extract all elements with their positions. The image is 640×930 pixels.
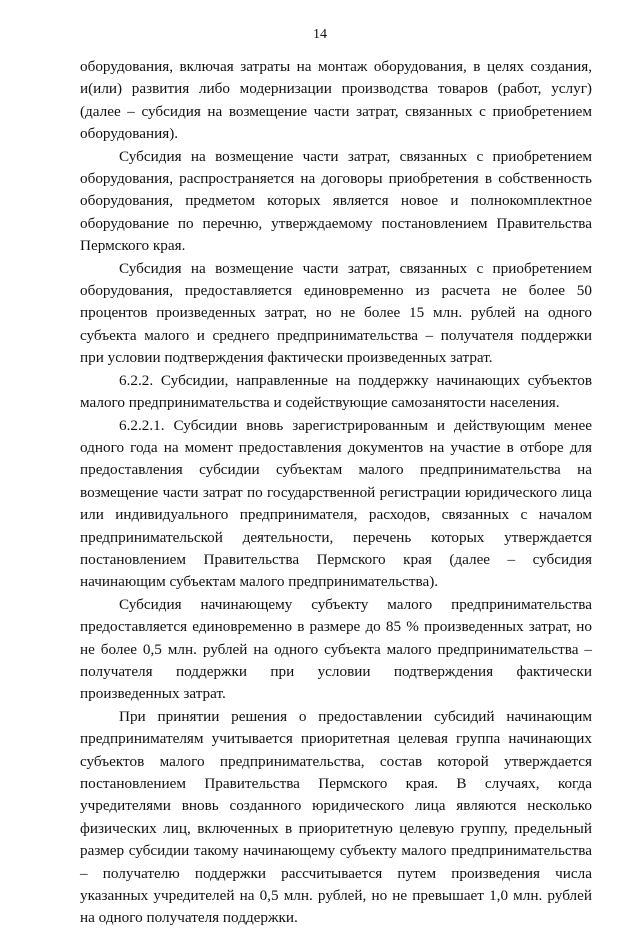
- paragraph-equipment-amount: Субсидия на возмещение части затрат, связанных с приобретением оборудования, предоставляется единовременно из расчета не более 50 процентов произведенных затрат, но не более 15 млн. рублей на одного субъекта малого и среднего предпринимательства – получателя поддержки при условии подтверждения фактически произведенных затрат.: [80, 259, 592, 367]
- paragraph-startup-amount: Субсидия начинающему субъекту малого предпринимательства предоставляется единовременно в размере до 85 % произведенных затрат, но не более 0,5 млн. рублей на одного субъекта малого предпринимательства – получателя поддержки при условии подтверждения фактически произведенных затрат.: [80, 595, 592, 703]
- paragraph-priority-group: При принятии решения о предоставлении субсидий начинающим предпринимателям учитывается приоритетная целевая группа начинающих субъектов малого предпринимательства, состав которой утверждается постановлением Правительства Пермского края. В случаях, когда учредителями вновь созданного юридического лица являются несколько физических лиц, включенных в приоритетную целевую группу, предельный размер субсидии такому начинающему субъекту малого предпринимательства – получателю поддержки рассчитывается путем произведения числа указанных учредителей на 0,5 млн. рублей, но не превышает 1,0 млн. рублей на одного получателя поддержки.: [80, 707, 592, 927]
- paragraph-section-6-2-2: 6.2.2. Субсидии, направленные на поддержку начинающих субъектов малого предпринимательства и содействующие самозанятости населения.: [80, 371, 592, 412]
- paragraph-section-6-2-2-1: 6.2.2.1. Субсидии вновь зарегистрированным и действующим менее одного года на момент предоставления документов на участие в отборе для предоставления субсидии субъектам малого предпринимательства на возмещение части затрат по государственной регистрации юридического лица или индивидуального предпринимателя, расходов, связанных с началом предпринимательской деятельности, перечень которых утверждается постановлением Правительства Пермского края (далее – субсидия начинающим субъектам малого предпринимательства).: [80, 416, 592, 591]
- paragraph-equipment-scope: Субсидия на возмещение части затрат, связанных с приобретением оборудования, распространяется на договоры приобретения в собственность оборудования, предметом которых является новое и полнокомплектное оборудование по перечню, утверждаемому постановлением Правительства Пермского края.: [80, 147, 592, 255]
- page-number: 14: [313, 27, 327, 42]
- document-body: [80, 56, 592, 930]
- paragraph-equipment-intro: оборудования, включая затраты на монтаж оборудования, в целях создания, и(или) развития либо модернизации производства товаров (работ, услуг) (далее – субсидия на возмещение части затрат, связанных с приобретением оборудования).: [80, 58, 592, 143]
